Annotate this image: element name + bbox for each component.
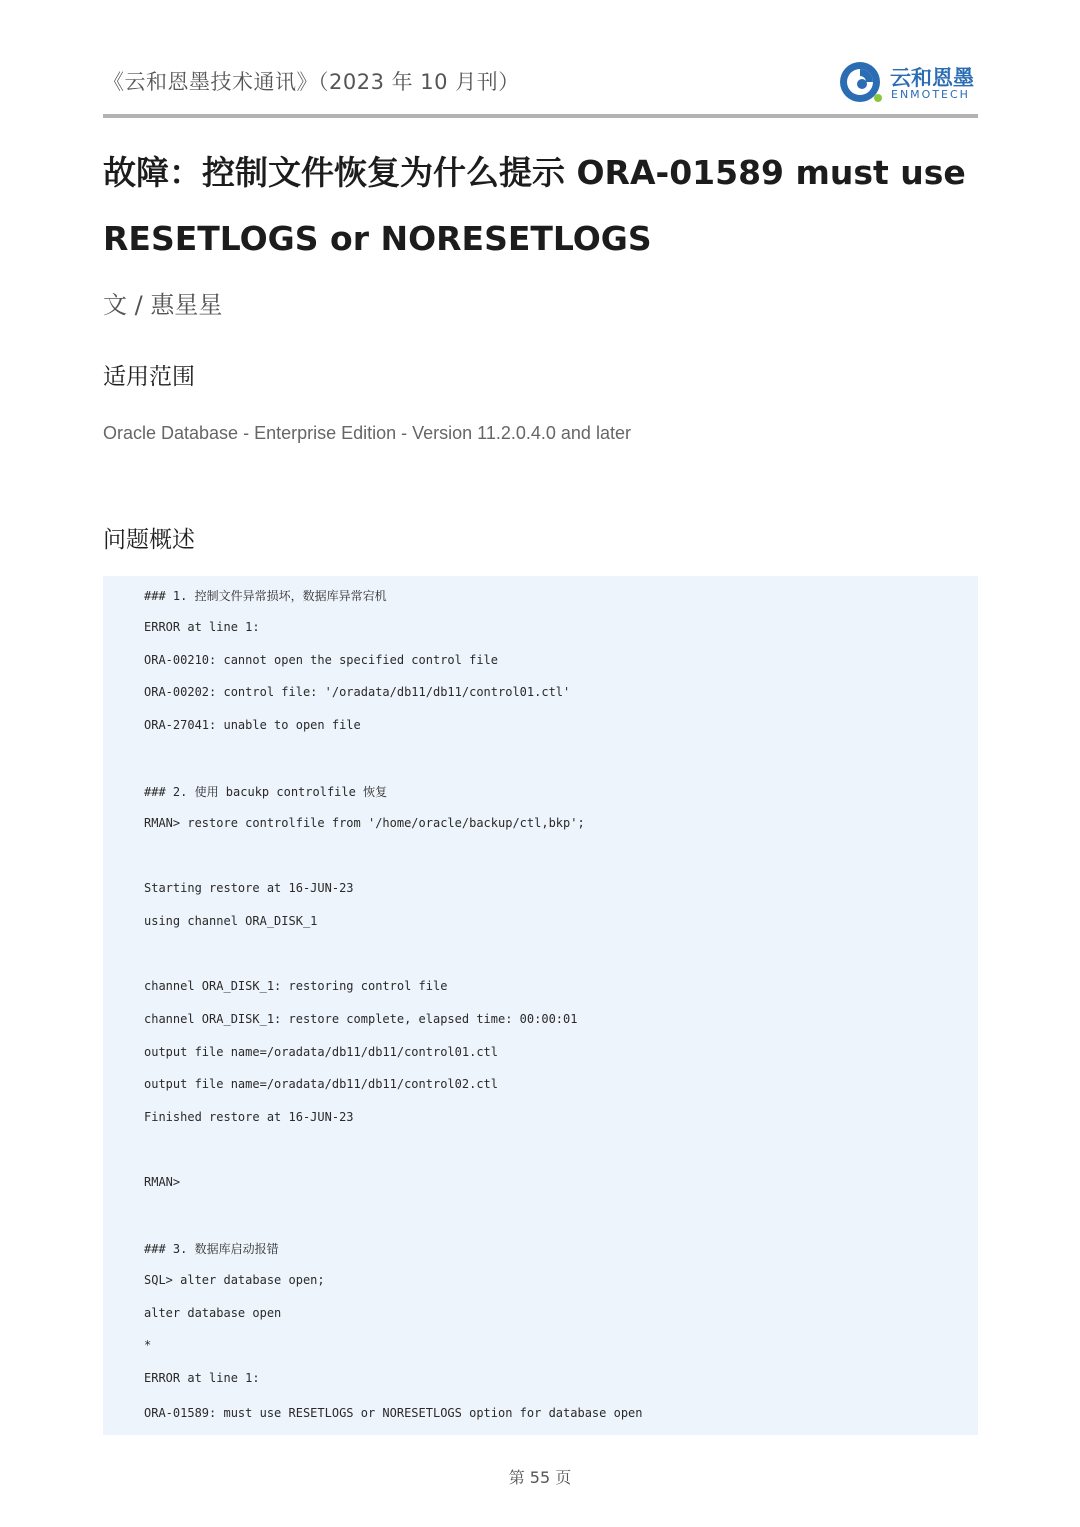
- code-line: ORA-01589: must use RESETLOGS or NORESETLOGS option for database open: [144, 1406, 643, 1420]
- applies-to-text: Oracle Database - Enterprise Edition - Version 11.2.0.4.0 and later: [103, 423, 631, 443]
- code-line: ORA-27041: unable to open file: [144, 718, 361, 732]
- author-byline: 文 / 惠星星: [103, 291, 223, 319]
- company-logo: [838, 58, 978, 108]
- code-line: ERROR at line 1:: [144, 620, 260, 634]
- header-divider: [103, 114, 978, 118]
- code-block: [103, 576, 978, 1435]
- applies-to-heading: 适用范围: [103, 364, 195, 390]
- code-line: ERROR at line 1:: [144, 1371, 260, 1385]
- code-line: SQL> alter database open;: [144, 1273, 325, 1287]
- page-number: 第 55 页: [508, 1468, 572, 1487]
- code-line: ORA-00210: cannot open the specified control file: [144, 653, 499, 667]
- page-header: [103, 58, 978, 108]
- code-line: alter database open: [144, 1306, 282, 1320]
- article-title: 故障：控制文件恢复为什么提示 ORA-01589 must use RESETLOGS or NORESETLOGS: [103, 153, 966, 258]
- code-line: RMAN>: [144, 1175, 181, 1189]
- code-line: Finished restore at 16-JUN-23: [144, 1110, 354, 1124]
- code-line: ORA-00202: control file: '/oradata/db11/db11/control01.ctl': [144, 685, 571, 699]
- code-line: ### 1. 控制文件异常损坏，数据库异常宕机: [144, 589, 387, 603]
- logo-english-name: ENMOTECH: [891, 88, 970, 101]
- code-line: ### 2. 使用 bacukp controlfile 恢复: [144, 785, 388, 799]
- code-line: output file name=/oradata/db11/db11/control01.ctl: [144, 1045, 499, 1059]
- code-line: Starting restore at 16-JUN-23: [144, 881, 354, 895]
- code-line: channel ORA_DISK_1: restoring control file: [144, 979, 448, 993]
- code-line: *: [144, 1338, 152, 1352]
- logo-swirl-icon: [838, 60, 886, 106]
- code-line: RMAN> restore controlfile from '/home/oracle/backup/ctl,bkp';: [144, 816, 585, 830]
- journal-title: 《云和恩墨技术通讯》（2023 年 10 月刊）: [103, 70, 520, 94]
- code-line: using channel ORA_DISK_1: [144, 914, 318, 928]
- code-line: channel ORA_DISK_1: restore complete, elapsed time: 00:00:01: [144, 1012, 578, 1026]
- code-line: output file name=/oradata/db11/db11/control02.ctl: [144, 1077, 499, 1091]
- problem-overview-heading: 问题概述: [103, 527, 195, 553]
- code-line: ### 3. 数据库启动报错: [144, 1242, 279, 1256]
- logo-chinese-name: 云和恩墨: [890, 66, 974, 90]
